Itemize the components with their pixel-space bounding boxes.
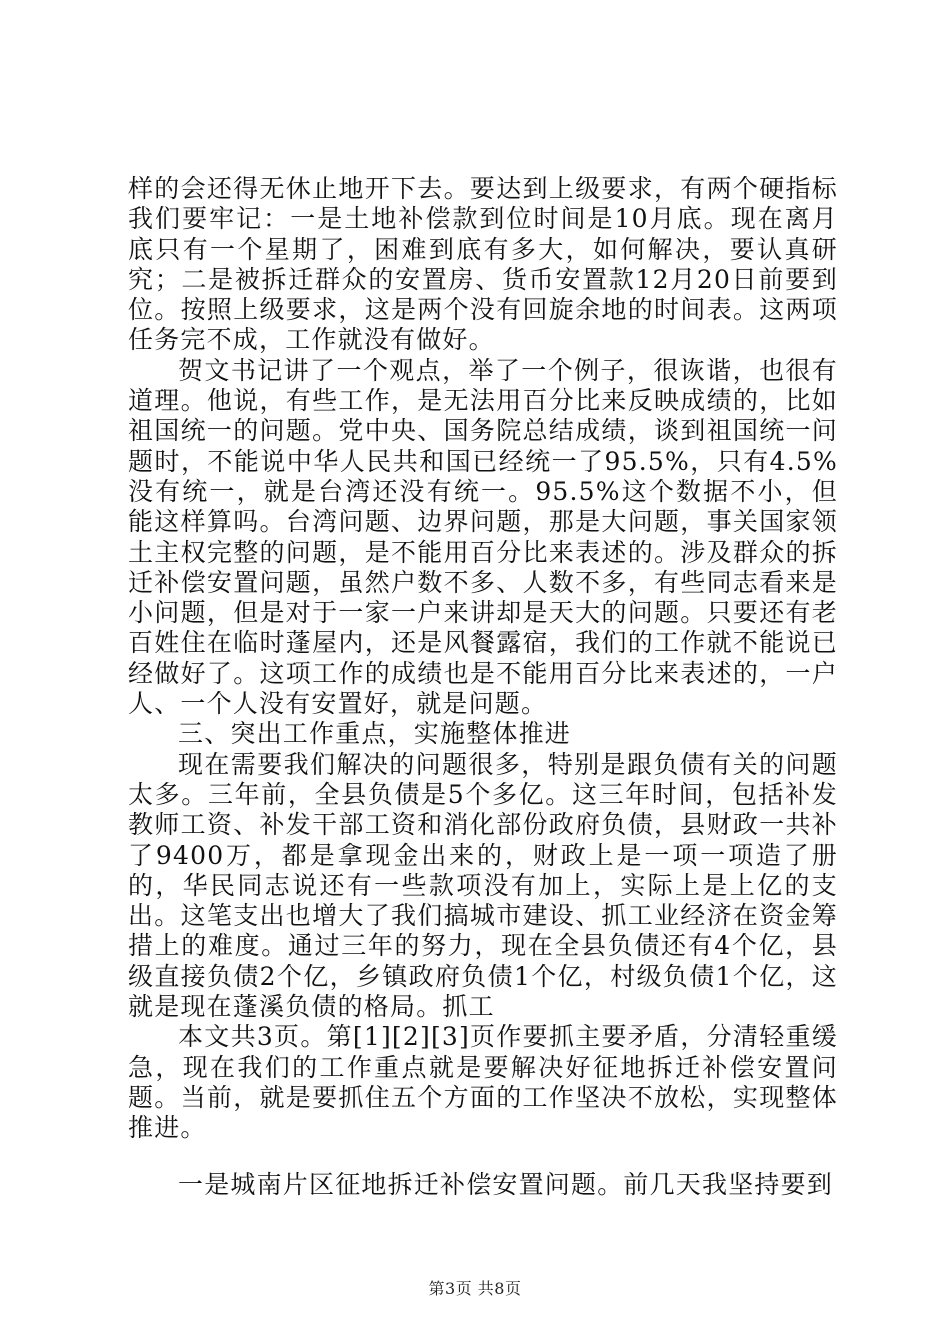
paragraph-page-note: 本文共3页。第[1][2][3]页作要抓主要矛盾，分清轻重缓急，现在我们的工作重点就是要解决好征地拆迁补偿安置问题。当前，就是要抓住五个方面的工作坚决不放松，实现整体推进。 [128,1022,838,1143]
document-body [128,174,838,1200]
paragraph-debt-situation: 现在需要我们解决的问题很多，特别是跟负债有关的问题太多。三年前，全县负债是5个多亿。这三年时间，包括补发教师工资、补发干部工资和消化部份政府负债，县财政一共补了9400万，都是拿现金出来的，财政上是一项一项造了册的，华民同志说还有一些款项没有加上，实际上是上亿的支出。这笔支出也增大了我们搞城市建设、抓工业经济在资金筹措上的难度。通过三年的努力，现在全县负债还有4个亿，县级直接负债2个亿，乡镇政府负债1个亿，村级负债1个亿，这就是现在蓬溪负债的格局。抓工 [128,749,838,1022]
paragraph-chengnan-district: 一是城南片区征地拆迁补偿安置问题。前几天我坚持要到 [178,1169,834,1199]
paragraph-secretary-remarks: 贺文书记讲了一个观点，举了一个例子，很诙谐，也很有道理。他说，有些工作，是无法用百分比来反映成绩的，比如祖国统一的问题。党中央、国务院总结成绩，谈到祖国统一问题时，不能说中华人民共和国已经统一了95.5%，只有4.5%没有统一，就是台湾还没有统一。95.5%这个数据不小，但能这样算吗。台湾问题、边界问题，那是大问题，事关国家领土主权完整的问题，是不能用百分比来表述的。涉及群众的拆迁补偿安置问题，虽然户数不多、人数不多，有些同志看来是小问题，但是对于一家一户来讲却是天大的问题。只要还有老百姓住在临时蓬屋内，还是风餐露宿，我们的工作就不能说已经做好了。这项工作的成绩也是不能用百分比来表述的，一户人、一个人没有安置好，就是问题。 [128,355,838,719]
page-number-footer: 第3页 共8页 [428,1279,522,1298]
section-heading-three: 三、突出工作重点，实施整体推进 [178,719,572,749]
paragraph-continuation: 样的会还得无休止地开下去。要达到上级要求，有两个硬指标我们要牢记：一是土地补偿款到位时间是10月底。现在离月底只有一个星期了，困难到底有多大，如何解决，要认真研究；二是被拆迁群众的安置房、货币安置款12月20日前要到位。按照上级要求，这是两个没有回旋余地的时间表。这两项任务完不成，工作就没有做好。 [128,174,838,355]
